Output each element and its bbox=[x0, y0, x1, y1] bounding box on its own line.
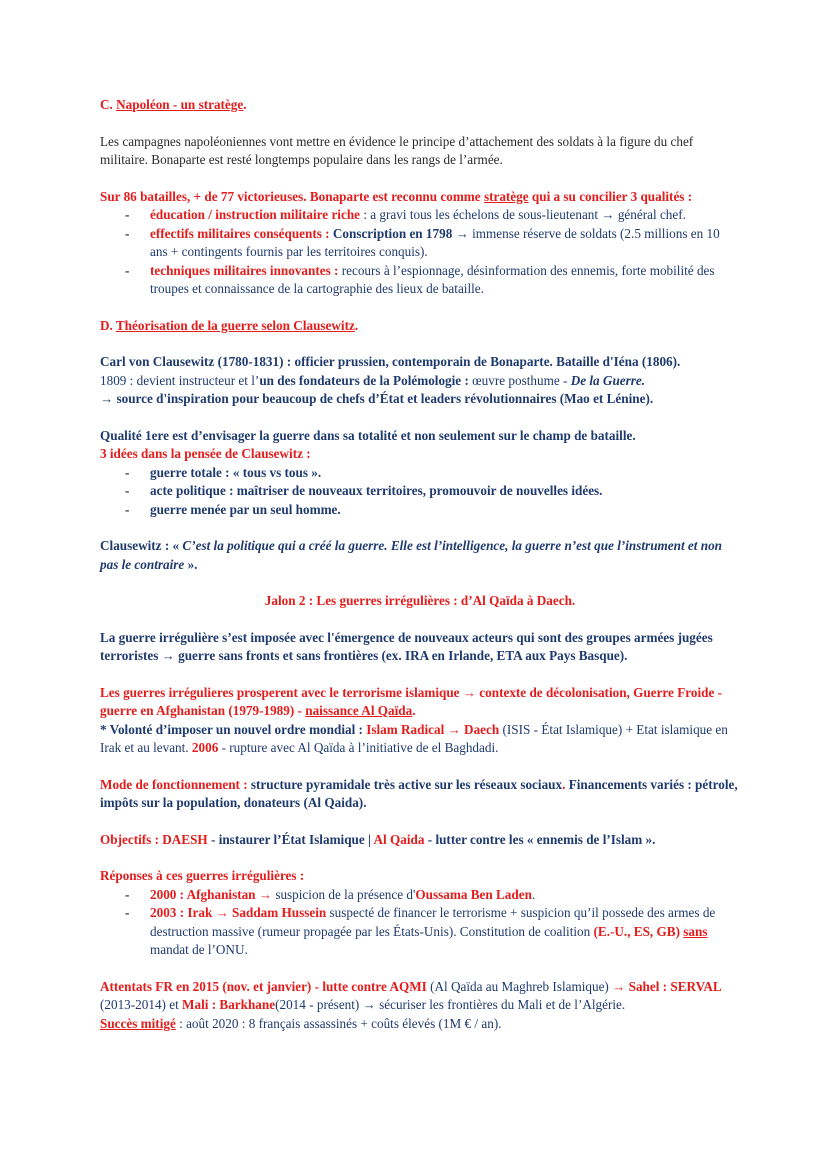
item-text: mandat de l’ONU. bbox=[150, 942, 248, 957]
item-bold-text: Conscription en 1798 → bbox=[329, 225, 469, 241]
item-head: éducation / instruction militaire riche bbox=[150, 207, 361, 222]
item-head: 2003 : Irak → Saddam Hussein bbox=[150, 905, 327, 920]
text: - rupture avec Al Qaïda à l’initiative de el Baghdadi. bbox=[218, 740, 499, 755]
objectives-paragraph bbox=[100, 831, 740, 850]
lead-keyword: stratège bbox=[483, 188, 529, 204]
item-text: suspecté de financer le terrorisme + suspicion qu’il possede des armes de destruction massive (rumeur propagée par les États-Unis). Constitution de coalition bbox=[150, 905, 716, 939]
underlined-text: naissance Al Qaïda bbox=[305, 703, 413, 718]
list-item bbox=[100, 886, 740, 905]
list-item: - acte politique : maîtriser de nouveaux territoires, promouvoir de nouvelles idées. bbox=[100, 482, 740, 501]
text: Mali : Barkhane bbox=[182, 997, 276, 1012]
success-paragraph bbox=[100, 1015, 740, 1034]
text: structure pyramidale très active sur les réseaux sociaux bbox=[247, 776, 563, 792]
clausewitz-bio: Carl von Clausewitz (1780-1831) : officier prussien, contemporain de Bonaparte. Bataille d'Iéna (1806). bbox=[100, 354, 681, 369]
document-page bbox=[100, 96, 740, 1033]
text: → Sahel : bbox=[612, 978, 668, 994]
bold-text: un des fondateurs de la Polémologie : bbox=[259, 372, 469, 388]
mode-paragraph bbox=[100, 776, 740, 813]
text: : août 2020 : 8 français assassinés + coûts élevés (1M € / an). bbox=[175, 1015, 502, 1031]
item-head: techniques militaires innovantes : bbox=[150, 262, 339, 278]
item-underlined: sans bbox=[683, 923, 708, 939]
clausewitz-quote bbox=[100, 537, 740, 574]
jalon-title: Jalon 2 : Les guerres irrégulières : d’Al Qaïda à Daech. bbox=[264, 593, 576, 608]
mode-head: Mode de fonctionnement : bbox=[100, 776, 248, 792]
section-dot: . bbox=[354, 317, 359, 333]
section-letter: D. bbox=[100, 317, 113, 333]
text: Financements variés : pétrole, impôts sur la population, donateurs (Al Qaida). bbox=[100, 776, 738, 810]
section-dot: . bbox=[243, 97, 247, 112]
bold-text: * Volonté d’imposer un nouvel ordre mondial : bbox=[100, 721, 367, 737]
section-title: Napoléon - un stratège bbox=[116, 97, 244, 112]
responses-title: Réponses à ces guerres irrégulières : bbox=[100, 868, 305, 883]
item-highlight: (E.-U., ES, GB) bbox=[593, 923, 680, 939]
list-item bbox=[100, 206, 740, 225]
clausewitz-line-3: → source d'inspiration pour beaucoup de chefs d’État et leaders révolutionnaires (Mao et Lénine). bbox=[100, 391, 654, 406]
item-text: recours à l’espionnage, désinformation des ennemis, forte mobilité des troupes et connaissance de la cartographie des lieux de bataille. bbox=[150, 262, 715, 296]
item-text: . bbox=[531, 886, 536, 902]
item-head: effectifs militaires conséquents : bbox=[150, 225, 330, 241]
quote-text: C’est la politique qui a créé la guerre. Elle est l’intelligence, la guerre n’est que l’instrument et non pas le contraire bbox=[100, 538, 723, 572]
list-item bbox=[100, 262, 740, 299]
item-head: 2000 : Afghanistan → bbox=[150, 886, 273, 902]
section-letter: C. bbox=[100, 97, 113, 112]
jalon-paragraph-1: La guerre irrégulière s’est imposée avec l'émergence de nouveaux acteurs qui sont des groupes armées jugées terroristes → guerre sans fronts et sans frontières (ex. IRA en Irlande, ETA aux Pays Basque). bbox=[100, 629, 713, 663]
book-title: De la Guerre. bbox=[570, 372, 646, 388]
text: Clausewitz : « bbox=[100, 538, 183, 553]
item-highlight: Oussama Ben Laden bbox=[415, 886, 532, 902]
list-item: - guerre totale : « tous vs tous ». bbox=[100, 464, 740, 483]
clausewitz-line-2 bbox=[100, 372, 740, 391]
section-c-intro: Les campagnes napoléoniennes vont mettre en évidence le principe d’attachement des soldats à la figure du chef militaire. Bonaparte est resté longtemps populaire dans les rangs de l’armée. bbox=[100, 133, 694, 167]
highlight-text: 2006 bbox=[191, 740, 219, 755]
text: . bbox=[562, 776, 566, 792]
lead-text-end: qui a su concilier 3 qualités : bbox=[528, 188, 693, 204]
text: SERVAL bbox=[670, 978, 722, 994]
jalon-paragraph-3 bbox=[100, 721, 740, 758]
section-title: Théorisation de la guerre selon Clausewitz bbox=[115, 317, 355, 333]
highlight-text: Al Qaida bbox=[373, 831, 425, 847]
text: ». bbox=[184, 556, 198, 572]
text: (ISIS - État Islamique) + Etat islamique en Irak et au levant. bbox=[100, 721, 728, 755]
list-item bbox=[100, 904, 740, 960]
ideas-title: 3 idées dans la pensée de Clausewitz : bbox=[100, 446, 311, 461]
text: 1809 : devient instructeur et l’ bbox=[100, 372, 260, 388]
text: - lutter contre les « ennemis de l’Islam ». bbox=[424, 831, 656, 847]
item-text: : a gravi tous les échelons de sous-lieutenant → général chef. bbox=[360, 207, 686, 222]
jalon-paragraph-2 bbox=[100, 684, 740, 721]
list-item bbox=[100, 225, 740, 262]
list-item: - guerre menée par un seul homme. bbox=[100, 501, 740, 520]
ideas-list bbox=[100, 464, 740, 520]
text: - instaurer l’État Islamique | bbox=[207, 831, 374, 847]
text: (2014 - présent) → sécuriser les frontières du Mali et de l’Algérie. bbox=[275, 997, 626, 1012]
text: . bbox=[412, 703, 416, 718]
text: Attentats FR en 2015 (nov. et janvier) - lutte contre AQMI bbox=[100, 978, 427, 994]
text: œuvre posthume - bbox=[468, 372, 571, 388]
highlight-text: Islam Radical → Daech bbox=[366, 721, 500, 737]
section-d-heading bbox=[100, 317, 740, 336]
lead-text: Sur 86 batailles, + de 77 victorieuses. Bonaparte est reconnu comme bbox=[100, 188, 484, 204]
item-text: immense réserve de soldats (2.5 millions en 10 ans + contingents fournis par les territoires conquis). bbox=[150, 225, 720, 259]
qualities-list bbox=[100, 206, 740, 299]
section-c-heading bbox=[100, 96, 740, 115]
quality-text: Qualité 1ere est d’envisager la guerre dans sa totalité et non seulement sur le champ de bataille. bbox=[100, 427, 636, 443]
section-c-lead bbox=[100, 188, 740, 207]
text: (Al Qaïda au Maghreb Islamique) bbox=[426, 978, 613, 994]
item-text: suspicion de la présence d' bbox=[272, 886, 416, 902]
attacks-paragraph bbox=[100, 978, 740, 1015]
underlined-text: Succès mitigé bbox=[100, 1015, 176, 1031]
responses-list bbox=[100, 886, 740, 960]
text: (2013-2014) et bbox=[100, 997, 183, 1012]
objectives-head: Objectifs : DAESH bbox=[100, 831, 208, 847]
text: Les guerres irrégulieres prosperent avec le terrorisme islamique → contexte de décolonisation, Guerre Froide - guerre en Afghanistan (1979-1989) - bbox=[100, 684, 723, 718]
